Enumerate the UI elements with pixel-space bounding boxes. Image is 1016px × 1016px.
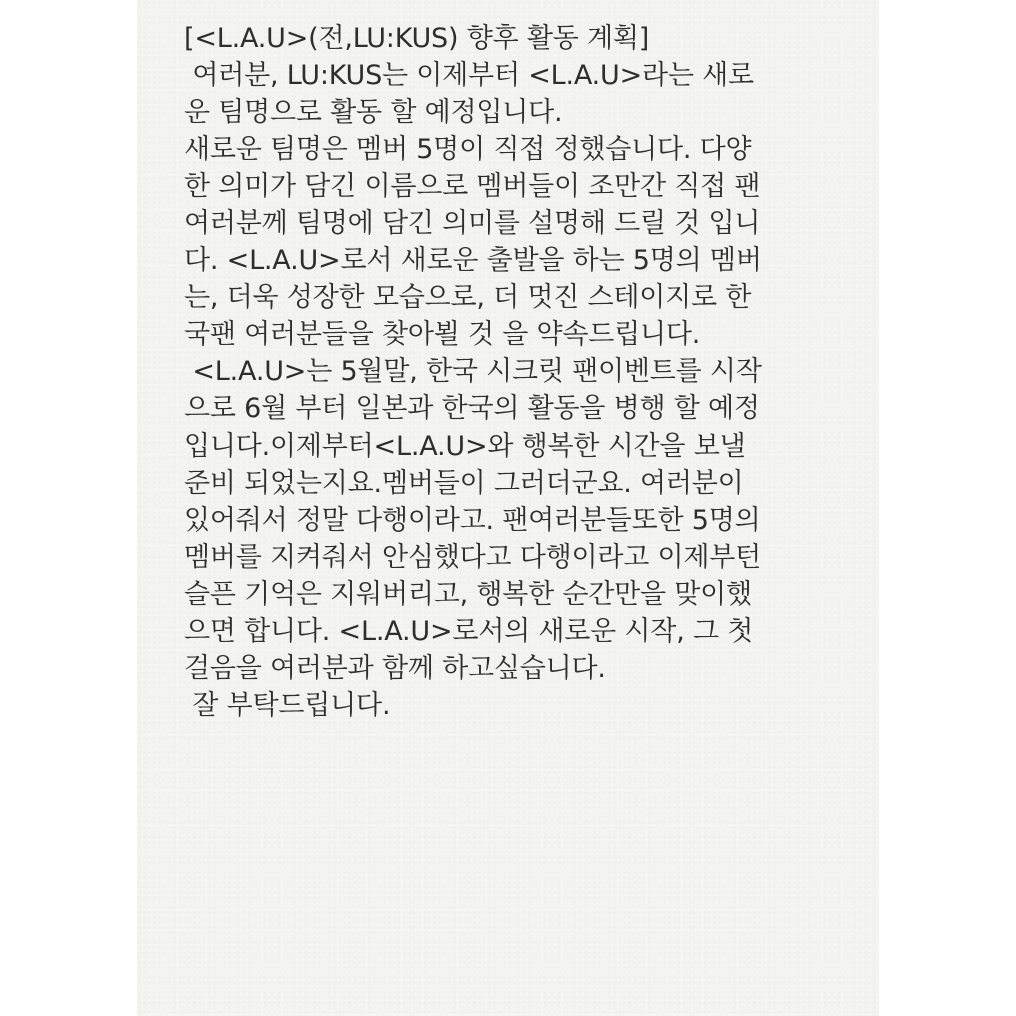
- note-paper: [137, 0, 879, 1016]
- note-line: 다. <L.A.U>로서 새로운 출발을 하는 5명의 멤버: [184, 245, 762, 277]
- note-text: [184, 20, 864, 724]
- note-line: 멤버를 지켜줘서 안심했다고 다행이라고 이제부턴: [184, 541, 762, 573]
- note-line: 있어줘서 정말 다행이라고. 팬여러분들또한 5명의: [184, 504, 761, 536]
- note-line: 국팬 여러분들을 찾아뵐 것 을 약속드립니다.: [184, 319, 701, 351]
- note-heading: [<L.A.U>(전,LU:KUS) 향후 활동 계획]: [184, 23, 650, 54]
- note-line: 슬픈 기억은 지워버리고, 행복한 순간만을 맞이했: [184, 578, 752, 610]
- note-line: 으로 6월 부터 일본과 한국의 활동을 병행 할 예정: [184, 393, 760, 425]
- note-line: 운 팀명으로 활동 할 예정입니다.: [184, 97, 563, 129]
- note-line: 으면 합니다. <L.A.U>로서의 새로운 시작, 그 첫: [184, 615, 754, 647]
- note-line: 새로운 팀명은 멤버 5명이 직접 정했습니다. 다양: [184, 134, 752, 166]
- note-closing: 잘 부탁드립니다.: [184, 689, 391, 721]
- note-line: 여러분, LU:KUS는 이제부터 <L.A.U>라는 새로: [184, 60, 754, 92]
- note-line: 는, 더욱 성장한 모습으로, 더 멋진 스테이지로 한: [184, 282, 752, 314]
- note-line: <L.A.U>는 5월말, 한국 시크릿 팬이벤트를 시작: [184, 356, 762, 388]
- note-line: 준비 되었는지요.멤버들이 그러더군요. 여러분이: [184, 467, 744, 499]
- note-line: 입니다.이제부터<L.A.U>와 행복한 시간을 보낼: [184, 430, 746, 462]
- note-line: 여러분께 팀명에 담긴 의미를 설명해 드릴 것 입니: [184, 208, 761, 240]
- note-line: 걸음을 여러분과 함께 하고싶습니다.: [184, 652, 606, 684]
- note-line: 한 의미가 담긴 이름으로 멤버들이 조만간 직접 팬: [184, 171, 761, 203]
